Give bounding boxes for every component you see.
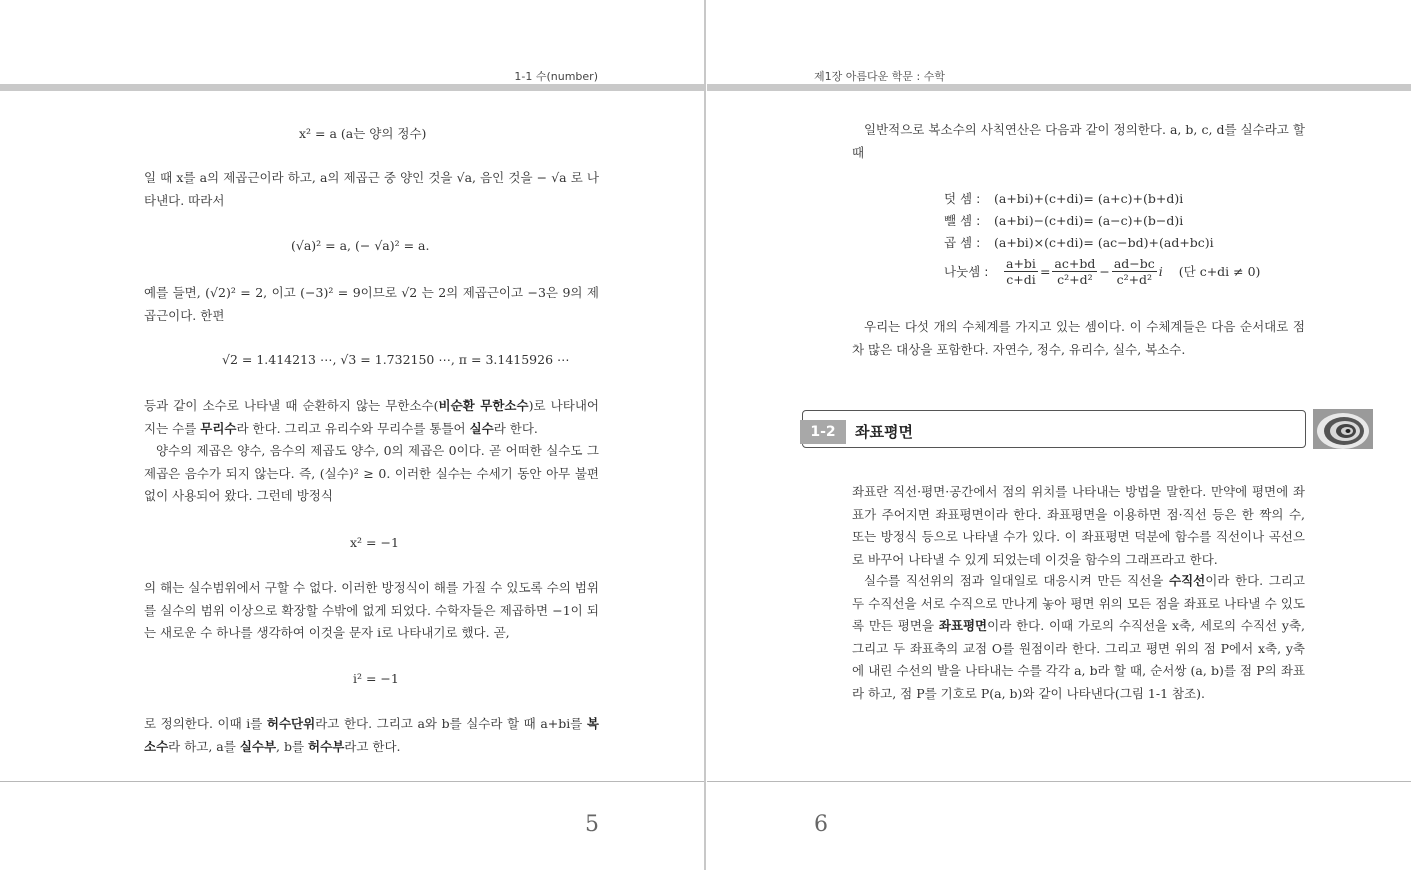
- term-imaginary-part: 허수부: [308, 738, 345, 754]
- equals-sign: =: [1039, 263, 1051, 279]
- fraction: [1004, 256, 1038, 287]
- paragraph-number-systems: 우리는 다섯 개의 수체계를 가지고 있는 셈이다. 이 수체계들은 다음 순서대로 점차 많은 대상을 포함한다. 자연수, 정수, 유리수, 실수, 복소수.: [852, 319, 1305, 357]
- term-imaginary-unit: 허수단위: [266, 716, 316, 731]
- left-page: [0, 0, 704, 870]
- operation-subtract: [944, 210, 1260, 232]
- division-condition: (단 c+di ≠ 0): [1178, 263, 1261, 279]
- page-number: 5: [585, 812, 599, 837]
- operation-label: 뺄 셈 :: [944, 213, 981, 228]
- paragraph-complex-def: [144, 713, 599, 758]
- complex-operations: [944, 188, 1260, 287]
- imaginary-i: i: [1158, 263, 1163, 279]
- equation-i-squared: i² = −1: [353, 671, 399, 686]
- fraction-denominator: c²+d²: [1116, 272, 1153, 287]
- term-coordinate-plane: 좌표평면: [938, 618, 988, 633]
- operation-label: 덧 셈 :: [944, 191, 981, 206]
- text-run: 라 하고, a를: [168, 738, 240, 754]
- operation-label: 나눗셈 :: [944, 263, 989, 279]
- paragraph-extension: 의 해는 실수범위에서 구할 수 없다. 이러한 방정식이 해를 가질 수 있도록 수의 범위를 실수의 범위 이상으로 확장할 수밖에 없게 되었다. 수학자들은 제곱하면 −1이 되는 새로운 수 하나를 생각하여 이것을 문자 i로 나타내기로 했다. 곧,: [144, 580, 599, 640]
- text-run: 라고 한다.: [344, 738, 401, 754]
- fraction-numerator: ad−bc: [1113, 256, 1155, 271]
- minus-sign: −: [1099, 263, 1110, 279]
- running-head: 1-1 수(number): [514, 70, 598, 83]
- term-number-line: 수직선: [1169, 573, 1206, 588]
- text-run: 라고 한다. 그리고 a와 b를 실수라 할 때 a+bi를: [315, 716, 587, 731]
- paragraph-squares: 양수의 제곱은 양수, 음수의 제곱도 양수, 0의 제곱은 0이다. 곧 어떠한 실수도 그 제곱은 음수가 되지 않는다. 즉, (실수)² ≥ 0. 이러한 실수는 수세기 동안 아무 불편 없이 사용되어 왔다. 그런데 방정식: [144, 443, 599, 503]
- paragraph-irrational: [144, 395, 599, 440]
- paragraph-arithmetic: 일반적으로 복소수의 사칙연산은 다음과 같이 정의한다. a, b, c, d를 실수라고 할 때: [852, 122, 1305, 160]
- equation-x-squared: x² = a (a는 양의 정수): [299, 126, 427, 141]
- operation-label: 곱 셈 :: [944, 235, 981, 250]
- term-real: 실수: [469, 420, 494, 436]
- text-run: 라 한다. 그리고 유리수와 무리수를 통틀어: [236, 420, 470, 436]
- text-run: 이라 한다. 이때 가로의 수직선을 x축, 세로의 수직선 y축, 그리고 두 좌표축의 교점 O를 원점이라 한다. 그리고 평면 위의 점 P에서 x축, y축에 내린 수선의 발을 나타내는 수를 각각 a, b라 할 때, 순서쌍 (a, b)를 점 P의 좌표라 하고, 점 P를 기호로 P(a, b)와 같이 나타낸다(그림 1-1 참조).: [852, 618, 1305, 701]
- operation-expression: (a+bi)−(c+di)= (a−c)+(b−d)i: [994, 213, 1184, 228]
- header-rule: [707, 84, 1411, 91]
- page-number: 6: [814, 812, 828, 837]
- equation-x-squared-neg-one: x² = −1: [350, 535, 399, 550]
- running-head: 제1장 아름다운 학문 : 수학: [814, 70, 945, 83]
- term-real-part: 실수부: [239, 738, 277, 754]
- term-complex: 복소수: [144, 716, 599, 754]
- paragraph-coordinates: 좌표란 직선·평면·공간에서 점의 위치를 나타내는 방법을 말한다. 만약에 평면에 좌표가 주어지면 좌표평면이라 한다. 좌표평면을 이용하면 점·직선 등은 한 짝의 수, 또는 방정식 등으로 나타낼 수가 있다. 이 좌표평면 덕분에 함수를 직선이나 곡선으로 바꾸어 나타낼 수 있게 되었는데 이것을 함수의 그래프라고 한다.: [852, 484, 1305, 567]
- text-run: 실수를 직선위의 점과 일대일로 대응시켜 만든 직선을: [864, 573, 1170, 588]
- operation-divide: [944, 256, 1260, 287]
- text-run: 로 정의한다. 이때 i를: [144, 716, 267, 731]
- text-run: 등과 같이 소수로 나타낼 때 순환하지 않는 무한소수(: [144, 398, 439, 413]
- text-run: )로 나타내어지는 수를: [144, 398, 599, 436]
- section-title: 좌표평면: [855, 423, 913, 441]
- footer-rule: [0, 781, 704, 782]
- term-non-repeating: 비순환 무한소수: [438, 398, 529, 413]
- operation-add: [944, 188, 1260, 210]
- paragraph-square-root: 일 때 x를 a의 제곱근이라 하고, a의 제곱근 중 양인 것을 √a, 음인 것을 − √a 로 나타낸다. 따라서: [144, 170, 599, 208]
- text-run: 이라 한다. 그리고 두 수직선을 서로 수직으로 만나게 놓아 평면 위의 모든 점을 좌표로 나타낼 수 있도록 만든 평면을: [852, 573, 1305, 633]
- fraction: [1052, 256, 1097, 287]
- operation-expression: (a+bi)×(c+di)= (ac−bd)+(ad+bc)i: [994, 235, 1214, 250]
- fraction-denominator: c²+d²: [1057, 272, 1093, 287]
- fraction: [1112, 256, 1157, 287]
- equation-irrational-values: √2 = 1.414213 ⋯, √3 = 1.732150 ⋯, π = 3.1415926 ⋯: [222, 352, 570, 367]
- fraction-numerator: a+bi: [1006, 256, 1036, 271]
- fraction-numerator: ac+bd: [1054, 256, 1096, 271]
- header-rule: [0, 84, 704, 91]
- fraction-denominator: c+di: [1006, 272, 1036, 287]
- gutter: [704, 0, 706, 870]
- paragraph-example: 예를 들면, (√2)² = 2, 이고 (−3)² = 9이므로 √2 는 2의 제곱근이고 −3은 9의 제곱근이다. 한편: [144, 285, 599, 323]
- operation-expression: (a+bi)+(c+di)= (a+c)+(b+d)i: [994, 191, 1184, 206]
- spiral-decoration-icon: [1313, 409, 1373, 449]
- footer-rule: [707, 781, 1411, 782]
- equation-root-squared: (√a)² = a, (− √a)² = a.: [291, 238, 430, 253]
- section-number: 1-2: [800, 420, 846, 444]
- operation-multiply: [944, 232, 1260, 254]
- text-run: , b를: [276, 738, 309, 754]
- paragraph-coordinate-plane: [852, 570, 1305, 705]
- right-page: [707, 0, 1411, 870]
- text-run: 라 한다.: [493, 420, 538, 436]
- term-irrational: 무리수: [200, 420, 237, 436]
